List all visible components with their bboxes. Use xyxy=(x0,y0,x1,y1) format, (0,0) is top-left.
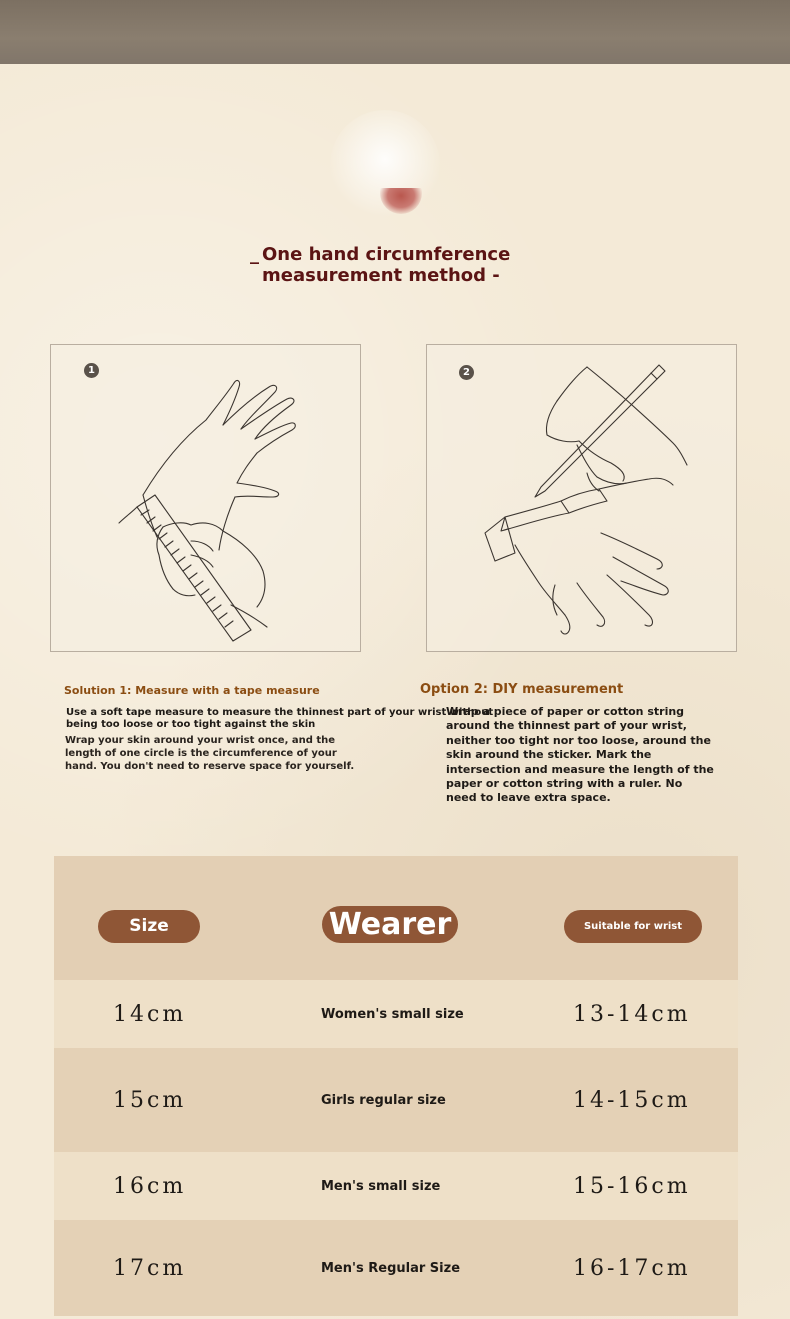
row-size: 16cm xyxy=(113,1173,187,1199)
option-2-body: Wrap a piece of paper or cotton string around the thinnest part of your wrist, neither too tight nor too loose, around the skin around the sticker. Mark the intersection and measure the length of the paper or cotton string with a ruler. No need to leave extra space. xyxy=(446,705,714,805)
row-wrist: 13-14cm xyxy=(573,1001,691,1027)
row-wearer: Men's small size xyxy=(321,1178,441,1194)
title-line-2: measurement method - xyxy=(262,265,500,286)
row-size: 17cm xyxy=(113,1255,187,1281)
top-banner-band xyxy=(0,0,790,64)
hand-tape-measure-illustration xyxy=(51,345,362,653)
table-row xyxy=(54,1152,738,1220)
table-row xyxy=(54,980,738,1048)
table-row xyxy=(54,1048,738,1152)
row-wearer: Men's Regular Size xyxy=(321,1260,461,1276)
header-wrist-pill: Suitable for wrist xyxy=(564,910,702,943)
step-badge-2: 2 xyxy=(459,365,474,380)
solution-1-title: Solution 1: Measure with a tape measure xyxy=(64,684,320,697)
row-wearer: Girls regular size xyxy=(321,1092,446,1108)
table-row xyxy=(54,1220,738,1316)
solution-1-instruction: Use a soft tape measure to measure the thinnest part of your wrist without being too loose or too tight against the skin xyxy=(66,707,494,730)
header-wearer-pill: Wearer xyxy=(322,906,458,943)
row-size: 15cm xyxy=(113,1087,187,1113)
title-dash: _ xyxy=(250,244,259,265)
step-badge-1: 1 xyxy=(84,363,99,378)
row-wrist: 15-16cm xyxy=(573,1173,691,1199)
solution-1-body: Wrap your skin around your wrist once, and the length of one circle is the circumference of your hand. You don't need to reserve space for yourself. xyxy=(65,735,355,772)
row-wrist: 14-15cm xyxy=(573,1087,691,1113)
row-wearer: Women's small size xyxy=(321,1006,464,1022)
title-line-1: One hand circumference xyxy=(262,244,511,265)
row-wrist: 16-17cm xyxy=(573,1255,691,1281)
header-size-pill: Size xyxy=(98,910,200,943)
page-title xyxy=(250,244,550,286)
size-chart-header xyxy=(54,856,738,980)
option-2-title: Option 2: DIY measurement xyxy=(420,682,624,697)
illustration-panel-tape-measure xyxy=(50,344,361,652)
size-chart-table xyxy=(54,856,738,1316)
row-size: 14cm xyxy=(113,1001,187,1027)
illustration-panel-diy xyxy=(426,344,737,652)
hand-paper-pen-illustration xyxy=(427,345,738,653)
